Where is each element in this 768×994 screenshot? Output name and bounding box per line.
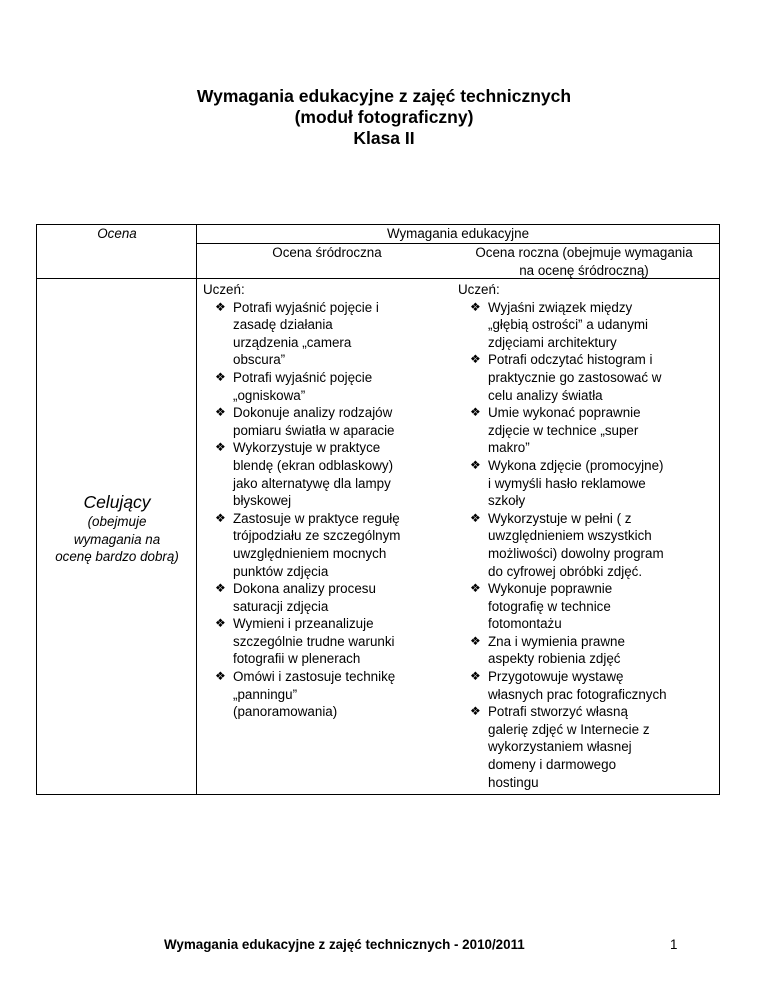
annual-list [458,299,728,792]
requirement-line: Potrafi odczytać histogram i [488,352,653,368]
requirement-line: „panningu” [233,686,298,702]
requirement-line: Potrafi wyjaśnić pojęcie i [233,299,379,315]
requirement-line: urządzenia „camera [233,334,352,350]
requirement-item [458,299,728,352]
document-title [0,86,768,149]
grade-name: Celujący [83,492,151,512]
requirement-item [203,404,465,439]
requirement-item [203,299,465,369]
requirement-line: obscura” [233,352,286,368]
requirement-line: Wyjaśni związek między [488,299,633,315]
bullet-icon: ❖ [470,669,481,684]
midterm-list [203,299,465,721]
title-line: Klasa II [353,128,415,148]
requirement-line: fotomontażu [488,616,562,632]
requirement-line: Dokonuje analizy rodzajów [233,405,393,421]
bullet-icon: ❖ [470,704,481,719]
requirement-line: uwzględnieniem wszystkich [488,528,652,544]
bullet-icon: ❖ [470,510,481,525]
requirement-item [458,703,728,791]
requirement-item [458,457,728,510]
bullet-icon: ❖ [215,440,226,455]
requirement-line: saturacji zdjęcia [233,598,329,614]
requirement-line: Omówi i zastosuje technikę [233,669,396,685]
requirement-item [203,439,465,509]
requirement-line: Umie wykonać poprawnie [488,405,641,421]
grade-note-line: (obejmuje [87,514,147,529]
annual-header [449,244,719,279]
requirement-line: Zastosuje w praktyce regułę [233,510,400,526]
grade-note-line: ocenę bardzo dobrą) [55,549,179,565]
bullet-icon: ❖ [470,457,481,472]
requirements-table [36,224,720,795]
bullet-icon: ❖ [215,405,226,420]
requirement-line: trójpodziału ze szczególnym [233,528,401,544]
annual-header-line: Ocena roczna (obejmuje wymagania [475,245,693,260]
requirement-line: galerię zdjęć w Internecie z [488,721,650,737]
page-number: 1 [670,937,678,952]
requirement-item [203,580,465,615]
student-label: Uczeń: [203,282,245,297]
grade-note [37,513,197,566]
requirement-line: Potrafi wyjaśnić pojęcie [233,369,373,385]
requirement-line: praktycznie go zastosować w [488,369,662,385]
midterm-requirements [203,281,465,721]
bullet-icon: ❖ [470,633,481,648]
requirement-line: możliwości) dowolny program [488,545,664,561]
requirement-line: „głębią ostrości” a udanymi [488,317,649,333]
requirement-item [458,510,728,580]
requirement-line: błyskowej [233,493,292,509]
requirement-item [203,615,465,668]
bullet-icon: ❖ [215,369,226,384]
requirement-line: uwzględnieniem mocnych [233,545,387,561]
requirement-line: blendę (ekran odblaskowy) [233,457,394,473]
requirement-line: pomiaru światła w aparacie [233,422,395,438]
requirement-line: Zna i wymienia prawne [488,633,625,649]
requirement-line: zasadę działania [233,317,333,333]
requirement-line: do cyfrowej obróbki zdjęć. [488,563,643,579]
annual-requirements [458,281,728,791]
requirement-line: Wykona zdjęcie (promocyjne) [488,457,664,473]
requirement-line: domeny i darmowego [488,757,617,773]
requirement-line: hostingu [488,774,539,790]
student-label: Uczeń: [458,282,500,297]
requirement-line: „ogniskowa” [233,387,306,403]
requirement-line: fotografii w plenerach [233,651,361,667]
requirement-line: Potrafi stworzyć własną [488,704,628,720]
requirement-line: szczególnie trudne warunki [233,633,395,649]
requirement-line: Dokona analizy procesu [233,581,376,597]
requirement-line: fotografię w technice [488,598,611,614]
bullet-icon: ❖ [215,581,226,596]
requirement-line: (panoramowania) [233,704,338,720]
requirement-line: Przygotowuje wystawę [488,669,624,685]
footer-text: Wymagania edukacyjne z zajęć technicznych - 2010/2011 [164,937,525,952]
requirement-line: celu analizy światła [488,387,603,403]
requirement-item [458,580,728,633]
requirement-line: zdjęciami architektury [488,334,617,350]
midterm-header: Ocena śródroczna [272,245,382,260]
requirement-line: wykorzystaniem własnej [488,739,632,755]
bullet-icon: ❖ [215,299,226,314]
requirement-line: Wymieni i przeanalizuje [233,616,374,632]
requirement-item [203,510,465,580]
bullet-icon: ❖ [215,616,226,631]
bullet-icon: ❖ [470,299,481,314]
requirement-item [203,668,465,721]
grade-cell [37,491,197,566]
requirement-line: aspekty robienia zdjęć [488,651,621,667]
grade-note-line: wymagania na [73,531,161,547]
title-line: (moduł fotograficzny) [294,107,474,127]
requirement-line: Wykorzystuje w praktyce [233,440,381,456]
annual-header-line: na ocenę śródroczną) [519,262,649,278]
requirement-item [458,351,728,404]
title-line: Wymagania edukacyjne z zajęć technicznych [196,86,572,106]
requirement-line: i wymyśli hasło reklamowe [488,475,646,491]
requirement-item [458,404,728,457]
bullet-icon: ❖ [470,405,481,420]
requirement-line: własnych prac fotograficznych [488,686,667,702]
requirement-line: szkoły [488,493,526,509]
requirement-item [203,369,465,404]
requirement-line: makro” [488,440,530,456]
requirement-line: punktów zdjęcia [233,563,329,579]
ocena-header: Ocena [97,226,137,241]
bullet-icon: ❖ [470,352,481,367]
requirement-line: Wykonuje poprawnie [488,581,613,597]
bullet-icon: ❖ [470,581,481,596]
requirements-header: Wymagania edukacyjne [386,226,530,241]
requirement-item [458,633,728,668]
requirement-line: jako alternatywę dla lampy [233,475,391,491]
requirement-item [458,668,728,703]
requirement-line: Wykorzystuje w pełni ( z [488,510,632,526]
bullet-icon: ❖ [215,669,226,684]
bullet-icon: ❖ [215,510,226,525]
requirement-line: zdjęcie w technice „super [488,422,639,438]
